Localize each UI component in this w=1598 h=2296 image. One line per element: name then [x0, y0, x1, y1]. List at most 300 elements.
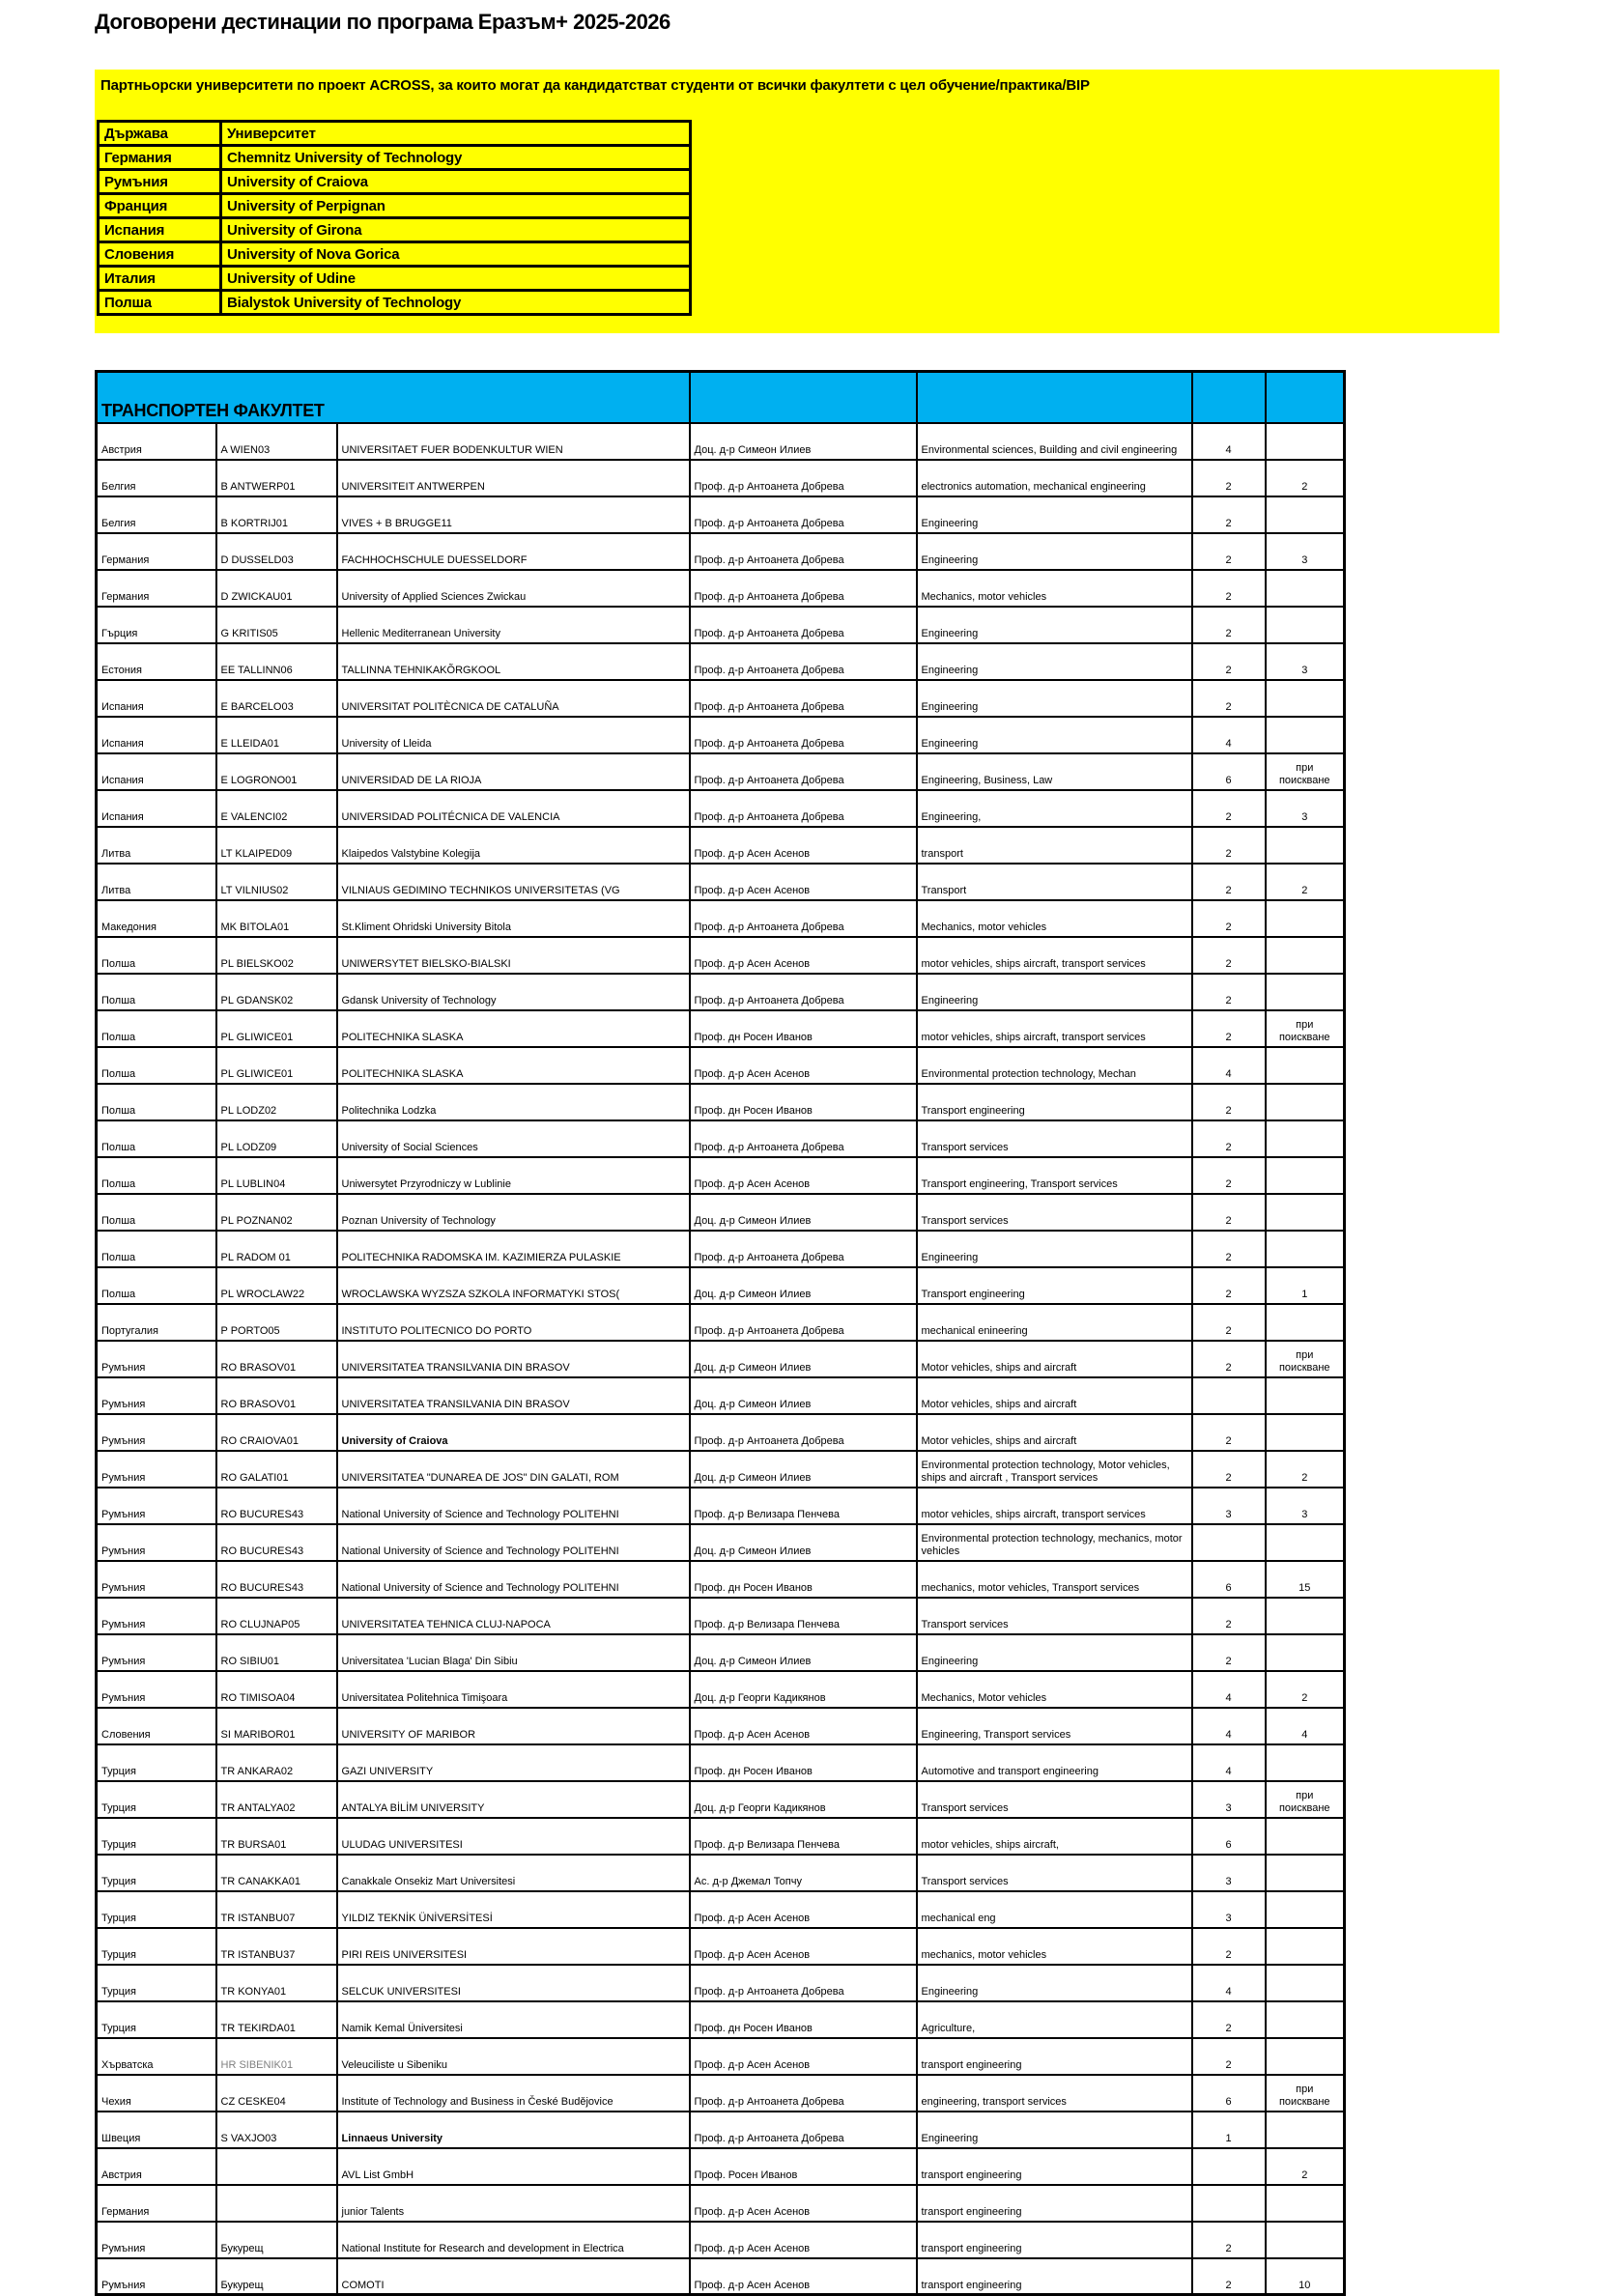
- partners-header-row: [99, 122, 691, 146]
- destination-code: Букурещ: [216, 2258, 337, 2295]
- destination-field: transport engineering: [917, 2185, 1192, 2222]
- destination-places: 2: [1192, 827, 1266, 864]
- destination-coordinator: Проф. дн Росен Иванов: [690, 1744, 917, 1781]
- destination-code: E LOGRONO01: [216, 753, 337, 790]
- destination-university: AVL List GmbH: [337, 2148, 690, 2185]
- destination-code: RO SIBIU01: [216, 1634, 337, 1671]
- destination-country: Швеция: [97, 2112, 216, 2148]
- destination-country: Испания: [97, 717, 216, 753]
- destination-field: Transport: [917, 864, 1192, 900]
- destination-row: [97, 1414, 1345, 1451]
- destination-country: Полша: [97, 1267, 216, 1304]
- destination-places: 2: [1192, 974, 1266, 1010]
- destination-row: [97, 827, 1345, 864]
- destination-row: [97, 864, 1345, 900]
- destination-places: 2: [1192, 680, 1266, 717]
- destination-university: WROCLAWSKA WYZSZA SZKOLA INFORMATYKI STOS(: [337, 1267, 690, 1304]
- destination-field: transport engineering: [917, 2222, 1192, 2258]
- destination-country: Германия: [97, 2185, 216, 2222]
- destination-places: 4: [1192, 1965, 1266, 2001]
- destination-places: 6: [1192, 1561, 1266, 1598]
- destination-coordinator: Проф. д-р Антоанета Добрева: [690, 1965, 917, 2001]
- across-banner-text: Партньорски университети по проект ACROSS, за които могат да кандидатстват студенти от всички факултети с цел обучение/практика/BIP: [100, 77, 1090, 94]
- destination-row: [97, 643, 1345, 680]
- destination-country: Румъния: [97, 2258, 216, 2295]
- destination-field: Engineering: [917, 974, 1192, 1010]
- destination-university: National University of Science and Technology POLITEHNI: [337, 1488, 690, 1524]
- faculty-header-extra-cell: [1266, 372, 1345, 423]
- destination-code: TR ANTALYA02: [216, 1781, 337, 1818]
- destination-row: [97, 2112, 1345, 2148]
- destination-coordinator: Доц. д-р Симеон Илиев: [690, 1341, 917, 1377]
- destination-extra: [1266, 1965, 1345, 2001]
- partner-country: Словения: [99, 242, 221, 267]
- destination-places: 4: [1192, 423, 1266, 460]
- destination-places: 4: [1192, 1744, 1266, 1781]
- destination-university: Linnaeus University: [337, 2112, 690, 2148]
- destination-row: [97, 900, 1345, 937]
- destination-university: UNIWERSYTET BIELSKO-BIALSKI: [337, 937, 690, 974]
- destination-code: RO TIMISOA04: [216, 1671, 337, 1708]
- destination-extra: [1266, 2001, 1345, 2038]
- destination-row: [97, 1671, 1345, 1708]
- destination-country: Полша: [97, 1231, 216, 1267]
- destination-row: [97, 1708, 1345, 1744]
- destination-country: Румъния: [97, 1341, 216, 1377]
- destination-extra: [1266, 900, 1345, 937]
- destination-row: [97, 1304, 1345, 1341]
- destination-row: [97, 1781, 1345, 1818]
- destination-extra: [1266, 974, 1345, 1010]
- destination-field: Engineering: [917, 607, 1192, 643]
- destination-extra: при поискване: [1266, 1341, 1345, 1377]
- destination-code: PL LUBLIN04: [216, 1157, 337, 1194]
- destination-field: Environmental protection technology, Mechan: [917, 1047, 1192, 1084]
- destination-row: [97, 533, 1345, 570]
- destination-university: PIRI REIS UNIVERSITESI: [337, 1928, 690, 1965]
- destination-field: Transport services: [917, 1855, 1192, 1891]
- destination-university: University of Applied Sciences Zwickau: [337, 570, 690, 607]
- destination-field: transport engineering: [917, 2148, 1192, 2185]
- destination-extra: 2: [1266, 864, 1345, 900]
- destination-row: [97, 1377, 1345, 1414]
- destination-university: Uniwersytet Przyrodniczy w Lublinie: [337, 1157, 690, 1194]
- destination-coordinator: Проф. д-р Антоанета Добрева: [690, 533, 917, 570]
- destination-places: 2: [1192, 1341, 1266, 1377]
- destination-country: Румъния: [97, 1488, 216, 1524]
- destination-coordinator: Проф. д-р Асен Асенов: [690, 827, 917, 864]
- destination-code: E LLEIDA01: [216, 717, 337, 753]
- destination-field: Agriculture,: [917, 2001, 1192, 2038]
- destination-row: [97, 460, 1345, 496]
- destination-coordinator: Проф. д-р Антоанета Добрева: [690, 680, 917, 717]
- destination-field: mechanical enineering: [917, 1304, 1192, 1341]
- destination-places: 2: [1192, 460, 1266, 496]
- destination-extra: [1266, 827, 1345, 864]
- destination-field: Motor vehicles, ships and aircraft: [917, 1377, 1192, 1414]
- destination-field: motor vehicles, ships aircraft,: [917, 1818, 1192, 1855]
- destination-coordinator: Доц. д-р Симеон Илиев: [690, 1267, 917, 1304]
- destination-code: A WIEN03: [216, 423, 337, 460]
- faculty-title: ТРАНСПОРТЕН ФАКУЛТЕТ: [97, 372, 690, 423]
- destination-field: Transport services: [917, 1194, 1192, 1231]
- destination-field: Transport services: [917, 1781, 1192, 1818]
- destination-extra: [1266, 2038, 1345, 2075]
- destination-row: [97, 1891, 1345, 1928]
- destination-row: [97, 1488, 1345, 1524]
- destination-coordinator: Доц. д-р Симеон Илиев: [690, 1377, 917, 1414]
- destination-field: Mechanics, Motor vehicles: [917, 1671, 1192, 1708]
- destination-places: [1192, 2185, 1266, 2222]
- destination-university: UNIVERSITATEA TEHNICA CLUJ-NAPOCA: [337, 1598, 690, 1634]
- destination-places: 2: [1192, 1084, 1266, 1120]
- faculty-header-field-cell: [917, 372, 1192, 423]
- destination-extra: [1266, 423, 1345, 460]
- destination-coordinator: Проф. дн Росен Иванов: [690, 1561, 917, 1598]
- destination-extra: [1266, 1304, 1345, 1341]
- destination-country: Белгия: [97, 460, 216, 496]
- destination-row: [97, 1818, 1345, 1855]
- destination-extra: [1266, 1891, 1345, 1928]
- destination-university: UNIVERSIDAD POLITÉCNICA DE VALENCIA: [337, 790, 690, 827]
- destination-university: FACHHOCHSCHULE DUESSELDORF: [337, 533, 690, 570]
- destination-field: motor vehicles, ships aircraft, transport services: [917, 1010, 1192, 1047]
- destination-university: Politechnika Lodzka: [337, 1084, 690, 1120]
- destination-country: Турция: [97, 1818, 216, 1855]
- destination-row: [97, 2222, 1345, 2258]
- destination-row: [97, 1524, 1345, 1561]
- destination-places: 2: [1192, 2258, 1266, 2295]
- destination-country: Румъния: [97, 1671, 216, 1708]
- partner-university: University of Craiova: [221, 170, 691, 194]
- destination-country: Македония: [97, 900, 216, 937]
- destination-row: [97, 1965, 1345, 2001]
- destination-code: S VAXJO03: [216, 2112, 337, 2148]
- destination-code: RO BUCURES43: [216, 1524, 337, 1561]
- destination-field: mechanical eng: [917, 1891, 1192, 1928]
- destination-extra: 2: [1266, 460, 1345, 496]
- destination-row: [97, 2001, 1345, 2038]
- destination-country: Румъния: [97, 1377, 216, 1414]
- destination-country: Гърция: [97, 607, 216, 643]
- destination-row: [97, 753, 1345, 790]
- destination-country: Турция: [97, 1781, 216, 1818]
- faculty-header-places-cell: [1192, 372, 1266, 423]
- destination-code: [216, 2148, 337, 2185]
- destination-field: Transport engineering: [917, 1084, 1192, 1120]
- destination-extra: [1266, 496, 1345, 533]
- destination-university: Universitatea 'Lucian Blaga' Din Sibiu: [337, 1634, 690, 1671]
- destination-extra: [1266, 1120, 1345, 1157]
- destination-extra: [1266, 1231, 1345, 1267]
- destination-row: [97, 1855, 1345, 1891]
- destination-row: [97, 1194, 1345, 1231]
- destination-country: Испания: [97, 753, 216, 790]
- destination-coordinator: Доц. д-р Симеон Илиев: [690, 1451, 917, 1488]
- destination-places: 4: [1192, 1671, 1266, 1708]
- destination-places: 2: [1192, 1157, 1266, 1194]
- destination-coordinator: Проф. д-р Антоанета Добрева: [690, 496, 917, 533]
- destination-places: 3: [1192, 1891, 1266, 1928]
- faculty-header-row: [97, 372, 1345, 423]
- destination-code: CZ CESKE04: [216, 2075, 337, 2112]
- destination-coordinator: Проф. д-р Антоанета Добрева: [690, 974, 917, 1010]
- destination-coordinator: Проф. д-р Асен Асенов: [690, 1928, 917, 1965]
- destination-field: Engineering, Transport services: [917, 1708, 1192, 1744]
- destination-university: St.Kliment Ohridski University Bitola: [337, 900, 690, 937]
- destination-places: [1192, 2148, 1266, 2185]
- destination-university: Gdansk University of Technology: [337, 974, 690, 1010]
- destination-country: Германия: [97, 533, 216, 570]
- destination-coordinator: Доц. д-р Георги Кадикянов: [690, 1781, 917, 1818]
- destination-country: Румъния: [97, 1634, 216, 1671]
- destination-university: UNIVERSITATEA TRANSILVANIA DIN BRASOV: [337, 1341, 690, 1377]
- destination-row: [97, 680, 1345, 717]
- destination-field: Engineering: [917, 2112, 1192, 2148]
- destination-code: MK BITOLA01: [216, 900, 337, 937]
- destination-code: RO GALATI01: [216, 1451, 337, 1488]
- destination-code: [216, 2185, 337, 2222]
- destination-country: Румъния: [97, 1598, 216, 1634]
- destination-field: Engineering: [917, 1231, 1192, 1267]
- destination-university: National University of Science and Technology POLITEHNI: [337, 1524, 690, 1561]
- destination-places: 3: [1192, 1781, 1266, 1818]
- destination-code: PL GLIWICE01: [216, 1010, 337, 1047]
- destination-row: [97, 1634, 1345, 1671]
- destination-university: UNIVERSIDAD DE LA RIOJA: [337, 753, 690, 790]
- destination-university: Klaipedos Valstybine Kolegija: [337, 827, 690, 864]
- destination-row: [97, 1267, 1345, 1304]
- destination-row: [97, 2258, 1345, 2295]
- destination-coordinator: Проф. д-р Антоанета Добрева: [690, 753, 917, 790]
- destination-places: 2: [1192, 900, 1266, 937]
- destination-places: 2: [1192, 1194, 1266, 1231]
- destination-places: 2: [1192, 643, 1266, 680]
- destination-extra: [1266, 1634, 1345, 1671]
- destination-coordinator: Проф. д-р Асен Асенов: [690, 937, 917, 974]
- destination-row: [97, 1231, 1345, 1267]
- partner-row: [99, 267, 691, 291]
- destination-university: University of Craiova: [337, 1414, 690, 1451]
- destination-coordinator: Проф. д-р Антоанета Добрева: [690, 2075, 917, 2112]
- destination-field: Engineering: [917, 496, 1192, 533]
- destination-code: RO BRASOV01: [216, 1377, 337, 1414]
- destination-field: Engineering: [917, 1634, 1192, 1671]
- destination-code: RO BRASOV01: [216, 1341, 337, 1377]
- destination-places: 2: [1192, 937, 1266, 974]
- destination-university: University of Lleida: [337, 717, 690, 753]
- destination-coordinator: Проф. д-р Антоанета Добрева: [690, 2112, 917, 2148]
- destination-places: [1192, 1524, 1266, 1561]
- destination-country: Испания: [97, 790, 216, 827]
- destination-university: UNIVERSITAET FUER BODENKULTUR WIEN: [337, 423, 690, 460]
- destination-code: TR BURSA01: [216, 1818, 337, 1855]
- destination-university: Institute of Technology and Business in České Budějovice: [337, 2075, 690, 2112]
- destination-places: 2: [1192, 864, 1266, 900]
- destination-country: Турция: [97, 1965, 216, 2001]
- destination-code: LT KLAIPED09: [216, 827, 337, 864]
- destination-places: 1: [1192, 2112, 1266, 2148]
- partner-university: University of Udine: [221, 267, 691, 291]
- destination-extra: 2: [1266, 1671, 1345, 1708]
- destination-places: 2: [1192, 607, 1266, 643]
- destination-university: University of Social Sciences: [337, 1120, 690, 1157]
- destination-country: Германия: [97, 570, 216, 607]
- destination-field: Motor vehicles, ships and aircraft: [917, 1341, 1192, 1377]
- destination-coordinator: Проф. д-р Антоанета Добрева: [690, 900, 917, 937]
- destination-country: Румъния: [97, 1524, 216, 1561]
- faculty-header-coordinator-cell: [690, 372, 917, 423]
- destination-extra: [1266, 937, 1345, 974]
- destination-university: UNIVERSITY OF MARIBOR: [337, 1708, 690, 1744]
- destination-coordinator: Проф. д-р Асен Асенов: [690, 1157, 917, 1194]
- partner-row: [99, 242, 691, 267]
- destination-row: [97, 1157, 1345, 1194]
- destination-code: Букурещ: [216, 2222, 337, 2258]
- destination-extra: [1266, 680, 1345, 717]
- destination-code: P PORTO05: [216, 1304, 337, 1341]
- destination-coordinator: Проф. д-р Антоанета Добрева: [690, 460, 917, 496]
- destination-university: POLITECHNIKA SLASKA: [337, 1047, 690, 1084]
- partner-country: Германия: [99, 146, 221, 170]
- destination-coordinator: Проф. д-р Асен Асенов: [690, 1891, 917, 1928]
- destination-row: [97, 1084, 1345, 1120]
- destination-places: 2: [1192, 1120, 1266, 1157]
- destination-field: Engineering: [917, 1965, 1192, 2001]
- destination-code: B ANTWERP01: [216, 460, 337, 496]
- destination-field: Environmental protection technology, Motor vehicles, ships and aircraft , Transport services: [917, 1451, 1192, 1488]
- destination-places: 3: [1192, 1855, 1266, 1891]
- destination-country: Чехия: [97, 2075, 216, 2112]
- destination-extra: при поискване: [1266, 1781, 1345, 1818]
- destination-code: TR ISTANBU37: [216, 1928, 337, 1965]
- destination-country: Литва: [97, 827, 216, 864]
- destination-coordinator: Проф. д-р Велизара Пенчева: [690, 1818, 917, 1855]
- destination-coordinator: Проф. д-р Асен Асенов: [690, 864, 917, 900]
- destination-university: UNIVERSITAT POLITÈCNICA DE CATALUÑA: [337, 680, 690, 717]
- partner-university: Bialystok University of Technology: [221, 291, 691, 315]
- destination-country: Румъния: [97, 1451, 216, 1488]
- destination-extra: [1266, 1194, 1345, 1231]
- destination-field: Motor vehicles, ships and aircraft: [917, 1414, 1192, 1451]
- destination-row: [97, 1120, 1345, 1157]
- destination-row: [97, 2148, 1345, 2185]
- destination-field: Environmental protection technology, mechanics, motor vehicles: [917, 1524, 1192, 1561]
- destination-places: 2: [1192, 496, 1266, 533]
- destination-coordinator: Доц. д-р Симеон Илиев: [690, 423, 917, 460]
- destination-extra: [1266, 1818, 1345, 1855]
- destination-code: RO CRAIOVA01: [216, 1414, 337, 1451]
- destination-field: Engineering: [917, 533, 1192, 570]
- destination-university: ULUDAG UNIVERSITESI: [337, 1818, 690, 1855]
- destination-code: TR TEKIRDA01: [216, 2001, 337, 2038]
- destination-country: Белгия: [97, 496, 216, 533]
- destination-places: 2: [1192, 533, 1266, 570]
- destination-extra: [1266, 1744, 1345, 1781]
- destination-code: E VALENCI02: [216, 790, 337, 827]
- destination-places: 2: [1192, 1598, 1266, 1634]
- destination-field: Transport engineering, Transport services: [917, 1157, 1192, 1194]
- partner-row: [99, 218, 691, 242]
- destination-extra: 2: [1266, 1451, 1345, 1488]
- destination-row: [97, 423, 1345, 460]
- destination-code: PL WROCLAW22: [216, 1267, 337, 1304]
- destination-university: YILDIZ TEKNİK ÜNİVERSİTESİ: [337, 1891, 690, 1928]
- destination-coordinator: Проф. дн Росен Иванов: [690, 2001, 917, 2038]
- destination-extra: при поискване: [1266, 753, 1345, 790]
- destination-coordinator: Доц. д-р Симеон Илиев: [690, 1194, 917, 1231]
- destination-places: 2: [1192, 570, 1266, 607]
- destination-coordinator: Проф. д-р Антоанета Добрева: [690, 643, 917, 680]
- destination-places: 2: [1192, 1634, 1266, 1671]
- destination-row: [97, 937, 1345, 974]
- destination-row: [97, 1451, 1345, 1488]
- destination-places: 2: [1192, 1304, 1266, 1341]
- destination-places: 2: [1192, 1231, 1266, 1267]
- destination-field: motor vehicles, ships aircraft, transport services: [917, 1488, 1192, 1524]
- partner-university: Chemnitz University of Technology: [221, 146, 691, 170]
- destination-row: [97, 1928, 1345, 1965]
- destination-university: INSTITUTO POLITECNICO DO PORTO: [337, 1304, 690, 1341]
- destination-extra: [1266, 607, 1345, 643]
- destination-field: transport engineering: [917, 2038, 1192, 2075]
- partner-country: Франция: [99, 194, 221, 218]
- destination-university: Universitatea Politehnica Timişoara: [337, 1671, 690, 1708]
- destination-row: [97, 1561, 1345, 1598]
- destination-extra: 15: [1266, 1561, 1345, 1598]
- destination-extra: [1266, 1414, 1345, 1451]
- destination-field: Mechanics, motor vehicles: [917, 900, 1192, 937]
- destination-code: HR SIBENIK01: [216, 2038, 337, 2075]
- destination-code: PL BIELSKO02: [216, 937, 337, 974]
- destination-country: Португалия: [97, 1304, 216, 1341]
- destination-coordinator: Проф. д-р Асен Асенов: [690, 2222, 917, 2258]
- destination-code: TR KONYA01: [216, 1965, 337, 2001]
- destination-extra: 3: [1266, 790, 1345, 827]
- destination-university: POLITECHNIKA SLASKA: [337, 1010, 690, 1047]
- destination-country: Турция: [97, 1855, 216, 1891]
- destination-country: Австрия: [97, 423, 216, 460]
- destination-code: G KRITIS05: [216, 607, 337, 643]
- destination-extra: 10: [1266, 2258, 1345, 2295]
- destination-country: Полша: [97, 937, 216, 974]
- destination-extra: 2: [1266, 2148, 1345, 2185]
- destination-row: [97, 1047, 1345, 1084]
- destination-extra: 3: [1266, 533, 1345, 570]
- destination-row: [97, 2185, 1345, 2222]
- destination-extra: 3: [1266, 1488, 1345, 1524]
- destination-places: 2: [1192, 2001, 1266, 2038]
- destination-row: [97, 790, 1345, 827]
- destination-coordinator: Доц. д-р Симеон Илиев: [690, 1524, 917, 1561]
- destination-field: Transport services: [917, 1598, 1192, 1634]
- destination-coordinator: Проф. д-р Антоанета Добрева: [690, 570, 917, 607]
- destination-university: Namik Kemal Üniversitesi: [337, 2001, 690, 2038]
- destination-country: Испания: [97, 680, 216, 717]
- destination-extra: [1266, 1157, 1345, 1194]
- destination-country: Литва: [97, 864, 216, 900]
- destination-places: 3: [1192, 1488, 1266, 1524]
- destination-university: VILNIAUS GEDIMINO TECHNIKOS UNIVERSITETAS (VG: [337, 864, 690, 900]
- destination-places: 4: [1192, 717, 1266, 753]
- destination-places: 2: [1192, 1267, 1266, 1304]
- destination-code: E BARCELO03: [216, 680, 337, 717]
- destination-field: Engineering, Business, Law: [917, 753, 1192, 790]
- destination-university: Veleuciliste u Sibeniku: [337, 2038, 690, 2075]
- destination-extra: [1266, 2185, 1345, 2222]
- destination-university: VIVES + B BRUGGE11: [337, 496, 690, 533]
- partner-country: Испания: [99, 218, 221, 242]
